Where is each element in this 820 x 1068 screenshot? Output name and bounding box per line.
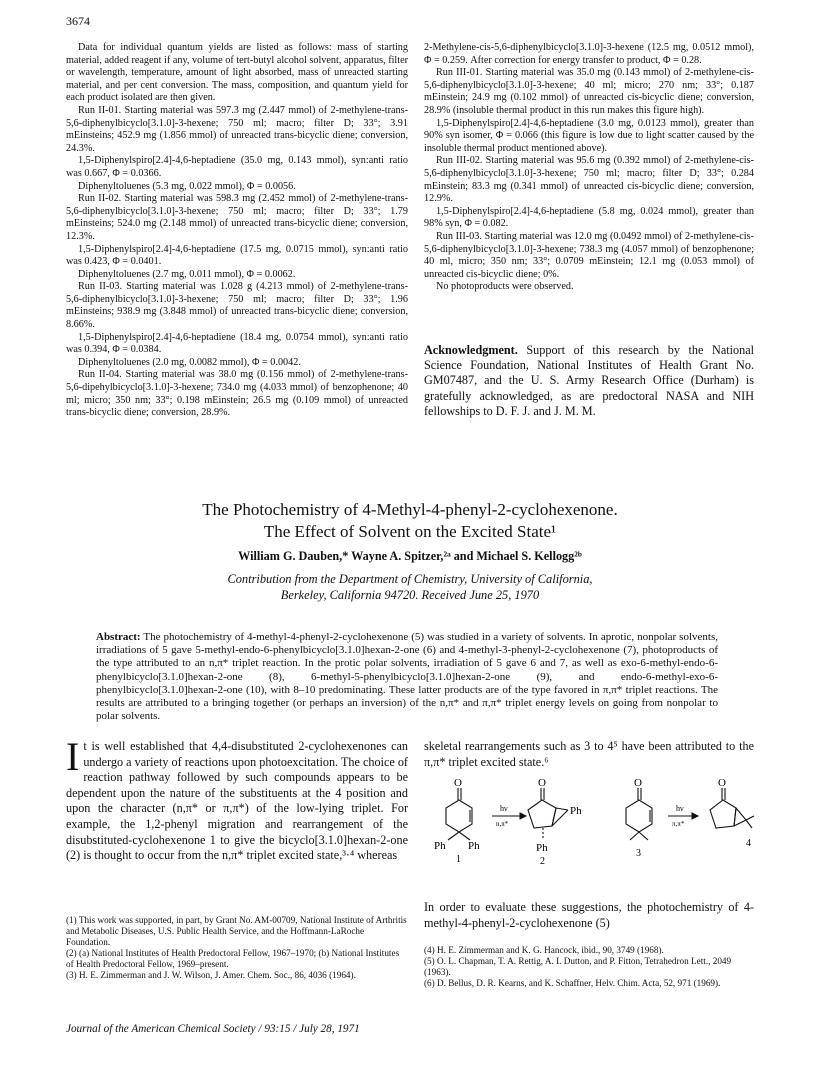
compound-4-structure (710, 788, 754, 828)
compound-2-label: 2 (540, 856, 545, 867)
compound-4-label: 4 (746, 838, 751, 849)
page-number: 3674 (66, 14, 90, 28)
arrow-2-condition: π,π* (672, 820, 685, 828)
experimental-paragraph: Data for individual quantum yields are listed as follows: mass of starting material, added reagent if any, volume of tert-butyl alcohol solvent, apparatus, filter or wavelength, temperature, amount of light absorbed, mass of unreacted starting material, and per cent conversion. The mass, composition, and quantum yield for each product isolated are then given. (66, 42, 408, 104)
affiliation (0, 571, 820, 603)
experimental-paragraph: 1,5-Diphenylspiro[2.4]-4,6-heptadiene (17.5 mg, 0.0715 mmol), syn:anti ratio was 0.423, Φ = 0.0401. (66, 243, 408, 268)
journal-footer: Journal of the American Chemical Society / 93:15 / July 28, 1971 (66, 1023, 360, 1035)
experimental-right-column (424, 42, 754, 294)
experimental-paragraph: Diphenyltoluenes (5.3 mg, 0.022 mmol), Φ = 0.0056. (78, 180, 296, 192)
acknowledgment (424, 343, 754, 419)
compound-3-label: 3 (636, 848, 641, 859)
compound-4-oxygen: O (718, 777, 726, 789)
intro-left-text: t is well established that 4,4-disubstituted 2-cyclohexenones can undergo a variety of reactions upon photoexcitation. The choice of reaction pathway followed by such compounds appears to be dependent upon the nature of the substituents at the 4 position and upon the character (n,π* or π,π*) of the low-lying triplet. For example, the 1,2-phenyl migration and rearrangement of the disubstituted-cyclohexenone 1 to give the bicyclo[3.1.0]hexan-2-one (2) is thought to occur from the n,π* triplet excited state,³·⁴ whereas (66, 739, 408, 863)
reaction-arrow-2 (668, 813, 698, 819)
authors: William G. Dauben,* Wayne A. Spitzer,²ᵃ and Michael S. Kellogg²ᵇ (238, 549, 582, 563)
experimental-paragraph: Run III-02. Starting material was 95.6 mg (0.392 mmol) of 2-methylene-cis-5,6-diphenylbicyclo[3.1.0]-3-hexene; 750 ml; macro; filter D; 33°; 0.284 mEinstein; 83.3 mg (0.341 mmol) of unreacted cis-bicyclic diene; conversion, 12.9%. (424, 155, 754, 205)
compound-2-phenyl-b: Ph (536, 842, 548, 854)
compound-2-oxygen: O (538, 777, 546, 789)
experimental-paragraph: Run III-03. Starting material was 12.0 mg (0.0492 mmol) of 2-methylene-cis-5,6-diphenylbicyclo[3.1.0]-3-hexene; 738.3 mg (4.057 mmol) of benzophenone; 40 ml, micro; 350 nm; 33°; 0.0709 mEinstein; 12.1 mg (0.053 mmol) of unreacted cis-bicyclic diene; 0%. (424, 230, 754, 280)
drop-cap: I (66, 734, 80, 779)
compound-2-structure (528, 788, 568, 840)
affiliation-line-2: Berkeley, California 94720. Received June 25, 1970 (280, 588, 540, 602)
footnote: (4) H. E. Zimmerman and K. G. Hancock, ibid., 90, 3749 (1968). (424, 945, 664, 955)
experimental-paragraph: Run III-01. Starting material was 35.0 mg (0.143 mmol) of 2-methylene-cis-5,6-diphenylbicyclo[3.1.0]-3-hexene; 40 ml; micro; 270 nm; 33°; 0.187 mEinstein; 24.9 mg (0.102 mmol) of unreacted cis-bicyclic diene; conversion, 28.9% (insoluble thermal product in this run makes this figure high). (424, 67, 754, 116)
reaction-arrow-1 (492, 813, 526, 819)
compound-2-phenyl-a: Ph (570, 805, 582, 817)
experimental-paragraph: 1,5-Diphenylspiro[2.4]-4,6-heptadiene (35.0 mg, 0.143 mmol), syn:anti ratio was 0.667, Φ = 0.0366. (66, 155, 408, 179)
abstract (96, 631, 718, 723)
compound-3-structure (626, 788, 652, 840)
intro-right-text-2: In order to evaluate these suggestions, the photochemistry of 4-methyl-4-phenyl-2-cyclohexenone (5) (424, 900, 754, 930)
experimental-paragraph: Run II-03. Starting material was 1.028 g (4.213 mmol) of 2-methylene-trans-5,6-diphenylbicyclo[3.1.0]-3-hexene; 750 ml; macro; filter D; 33°; 1.96 mEinsteins; 938.9 mg (3.848 mmol) of unreacted trans-bicyclic diene; conversion, 8.66%. (66, 281, 408, 331)
experimental-paragraph: Diphenyltoluenes (2.7 mg, 0.011 mmol), Φ = 0.0062. (78, 268, 296, 280)
article-title (0, 499, 820, 543)
intro-left-column (66, 734, 408, 864)
compound-1-oxygen: O (454, 777, 462, 789)
acknowledgment-text: Support of this research by the National Science Foundation, National Institutes of Health Grant No. GM07487, and the U. S. Army Research Office (Durham) is gratefully acknowledged, as are predoctoral NASA and NIH fellowships to D. F. J. and J. M. M. (424, 343, 754, 418)
experimental-paragraph: 1,5-Diphenylspiro[2.4]-4,6-heptadiene (3.0 mg, 0.0123 mmol), greater than 90% syn isomer, Φ = 0.066 (this figure is low due to light scatter caused by the insoluble thermal product mentioned above). (424, 117, 754, 154)
compound-1-label: 1 (456, 854, 461, 865)
compound-1-phenyl-a: Ph (434, 840, 446, 852)
experimental-paragraph: 2-Methylene-cis-5,6-diphenylbicyclo[3.1.0]-3-hexene (12.5 mg, 0.0512 mmol), Φ = 0.259. After correction for energy transfer to product, Φ = 0.28. (424, 42, 754, 66)
experimental-paragraph: No photoproducts were observed. (436, 281, 574, 293)
footnote: (5) O. L. Chapman, T. A. Rettig, A. I. Dutton, and P. Fitton, Tetrahedron Lett., 2049 (1963). (424, 956, 732, 977)
experimental-paragraph: Run II-04. Starting material was 38.0 mg (0.156 mmol) of 2-methylene-trans-5,6-dipehylbicyclo[3.1.0]-3-hexene; 734.0 mg (4.033 mmol) of benzophenone; 40 ml; micro; 350 nm; 33°; 0.198 mEinstein; 26.5 mg (0.109 mmol) of unreacted trans-bicyclic diene; conversion, 28.9%. (66, 369, 408, 419)
intro-right-text: skeletal rearrangements such as 3 to 4⁵ have been attributed to the π,π* triplet excited state.⁶ (424, 739, 754, 769)
experimental-left-column (66, 42, 408, 420)
compound-1-structure (446, 788, 472, 840)
title-line-2: The Effect of Solvent on the Excited State¹ (263, 522, 557, 541)
reaction-scheme (428, 776, 758, 888)
footnotes-right (424, 945, 754, 989)
arrow-1-hv: hν (500, 804, 508, 813)
arrow-1-condition: n,π* (496, 820, 509, 828)
arrow-2-hv: hν (676, 804, 684, 813)
acknowledgment-heading: Acknowledgment. (424, 343, 518, 357)
footnote: (2) (a) National Institutes of Health Predoctoral Fellow, 1967–1970; (b) National Institutes of Health Predoctoral Fellow, 1969–present. (66, 948, 400, 969)
experimental-paragraph: 1,5-Diphenylspiro[2.4]-4,6-heptadiene (18.4 mg, 0.0754 mmol), syn:anti ratio was 0.394, Φ = 0.0384. (66, 331, 408, 356)
compound-3-oxygen: O (634, 777, 642, 789)
title-line-1: The Photochemistry of 4-Methyl-4-phenyl-2-cyclohexenone. (202, 500, 618, 519)
experimental-paragraph: Run II-01. Starting material was 597.3 mg (2.447 mmol) of 2-methylene-trans-5,6-diphenylbicyclo[3.1.0]-3-hexene; 750 ml; macro; filter D; 33°; 3.91 mEinsteins; 452.9 mg (1.856 mmol) of unreacted trans-bicyclic diene; conversion, 24.3%. (66, 104, 408, 154)
footnote: (6) D. Bellus, D. R. Kearns, and K. Schaffner, Helv. Chim. Acta, 52, 971 (1969). (424, 978, 721, 988)
experimental-paragraph: Diphenyltoluenes (2.0 mg, 0.0082 mmol), Φ = 0.0042. (78, 356, 301, 368)
experimental-paragraph: Run II-02. Starting material was 598.3 mg (2.452 mmol) of 2-methylene-trans-5,6-diphenylbicyclo[3.1.0]-3-hexene; 750 ml; macro; filter D; 33°; 1.79 mEinsteins; 524.0 mg (2.148 mmol) of unreacted trans-bicyclic diene; conversion, 12.3%. (66, 193, 408, 242)
affiliation-line-1: Contribution from the Department of Chemistry, University of California, (227, 572, 593, 586)
compound-1-phenyl-b: Ph (468, 840, 480, 852)
abstract-heading: Abstract: (96, 631, 141, 643)
footnotes-left (66, 915, 408, 981)
abstract-text: The photochemistry of 4-methyl-4-phenyl-2-cyclohexenone (5) was studied in a variety of solvents. In aprotic, nonpolar solvents, irradiations of 5 gave 5-methyl-endo-6-phenylbicyclo[3.1.0]hexan-2-one (6) and 4-methyl-3-phenyl-2-cyclohexenone (7), photoproducts of the type attributed to an n,π* triplet reaction. In the protic polar solvents, irradiation of 5 gave 6 and 7, as well as exo-6-methyl-endo-6-phenylbicyclo[3.1.0]hexan-2-one (8), 6-methyl-5-phenylbicyclo[3.1.0]hexan-2-one (9), and endo-6-methyl-exo-6-phenylbicyclo[3.1.0]hexan-2-one (10), with 8–10 predominating. These latter products are of the type favored in π,π* triplet reactions. The results are attributed to a bringing together (or perhaps an inversion) of the n,π* and π,π* triplet energy levels on going from nonpolar to polar solvents. (96, 631, 718, 723)
footnote: (3) H. E. Zimmerman and J. W. Wilson, J. Amer. Chem. Soc., 86, 4036 (1964). (66, 970, 356, 980)
footnote: (1) This work was supported, in part, by Grant No. AM-00709, National Institute of Arthritis and Metabolic Diseases, U.S. Public Health Service, and the Hoffmann-LaRoche Foundation. (66, 915, 407, 947)
experimental-paragraph: 1,5-Diphenylspiro[2.4]-4,6-heptadiene (5.8 mg, 0.024 mmol), greater than 98% syn, Φ = 0.082. (424, 205, 754, 230)
